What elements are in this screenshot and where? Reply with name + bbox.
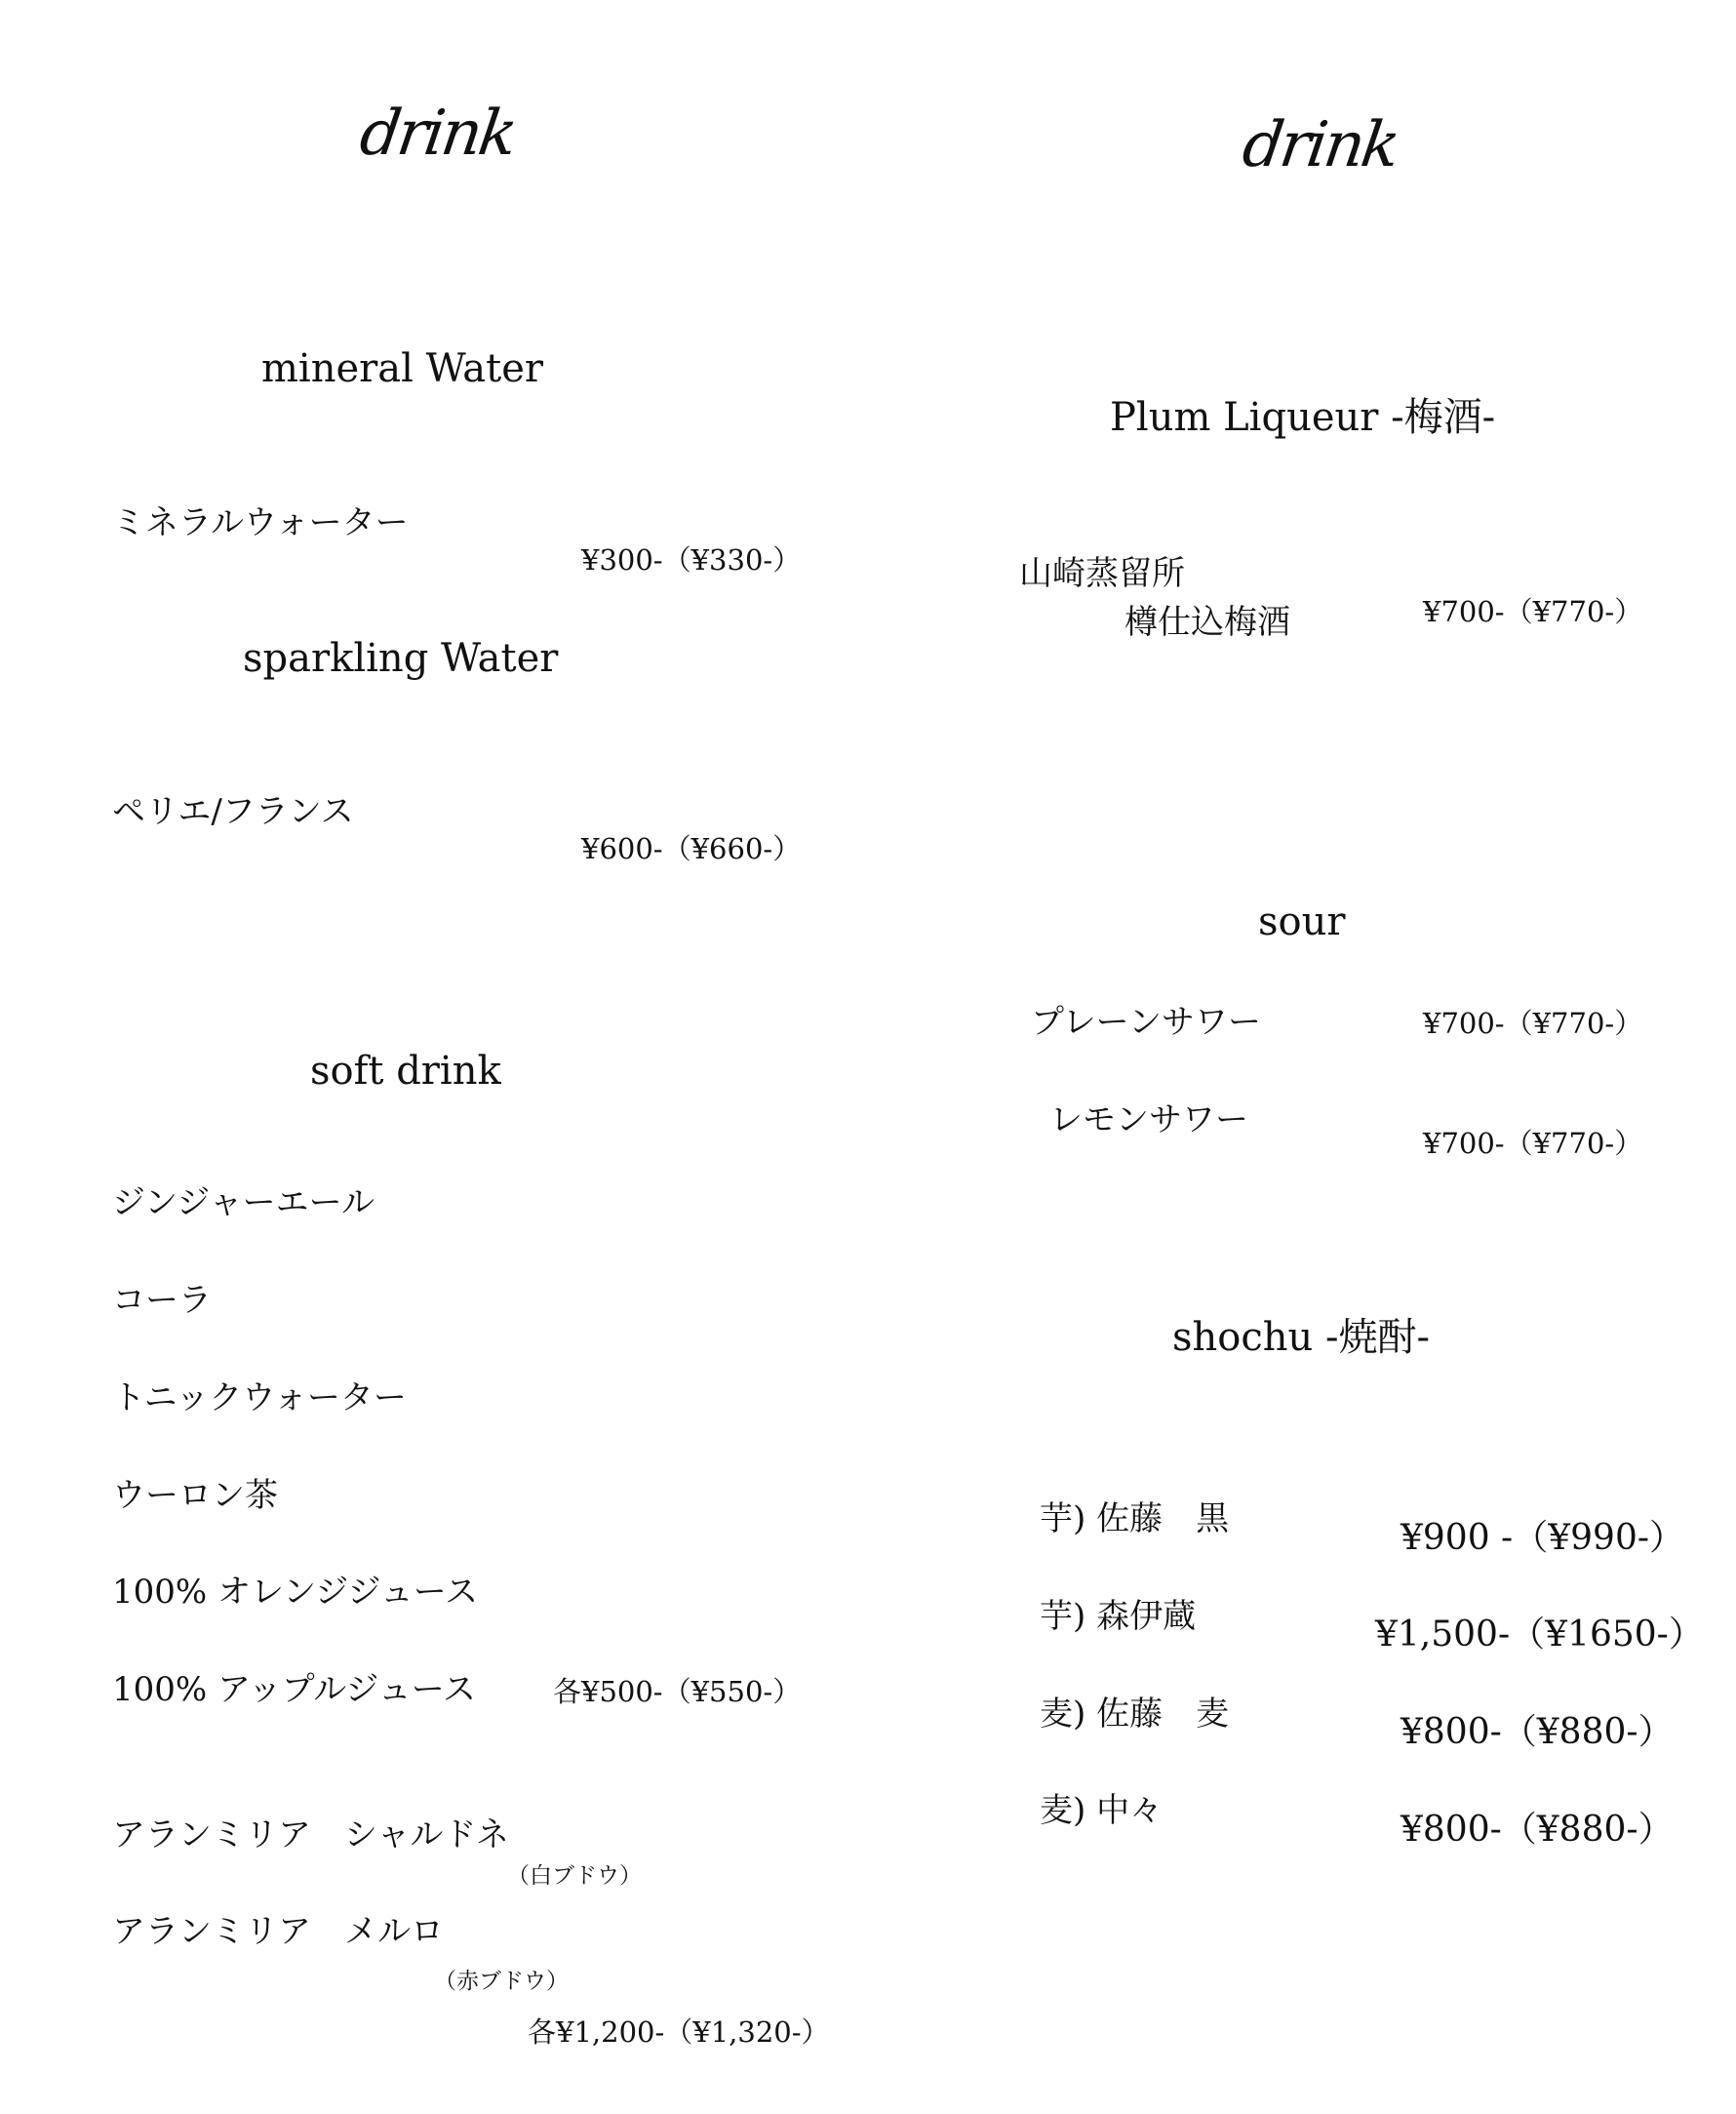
mineral-water-heading: mineral Water [261, 346, 543, 391]
shochu-heading: shochu -焼酎- [1172, 1315, 1431, 1360]
mineral-water-price: ¥300-（¥330-） [581, 543, 802, 577]
soft-drink-item: コーラ [112, 1281, 212, 1320]
left-drink-logo: drink [355, 98, 520, 170]
wine-item-chardonnay: アランミリア シャルドネ [112, 1815, 509, 1855]
soft-drink-heading: soft drink [310, 1049, 501, 1094]
right-drink-logo: drink [1238, 109, 1402, 181]
shochu-price: ¥800-（¥880-） [1401, 1810, 1674, 1850]
sour-item: レモンサワー [1049, 1100, 1248, 1139]
plum-liqueur-heading: Plum Liqueur -梅酒- [1110, 395, 1496, 440]
plum-item-line1: 山崎蒸留所 [1019, 554, 1185, 593]
wine-note-red: （赤ブドウ） [434, 1969, 569, 1994]
shochu-item: 芋) 森伊蔵 [1040, 1597, 1197, 1636]
sparkling-water-heading: sparkling Water [243, 636, 559, 681]
soft-drink-item: 100% オレンジジュース [112, 1573, 479, 1612]
wine-price: 各¥1,200-（¥1,320-） [528, 2015, 830, 2049]
mineral-water-item: ミネラルウォーター [112, 503, 409, 542]
soft-drink-item: トニックウォーター [112, 1378, 407, 1417]
shochu-price: ¥1,500-（¥1650-） [1375, 1615, 1704, 1655]
soft-drink-item: ウーロン茶 [112, 1476, 278, 1515]
shochu-price: ¥900 -（¥990-） [1401, 1518, 1685, 1558]
sour-heading: sour [1258, 899, 1346, 944]
soft-drink-price: 各¥500-（¥550-） [553, 1675, 802, 1708]
sour-item: プレーンサワー [1031, 1003, 1261, 1042]
shochu-item: 麦) 佐藤 麦 [1040, 1695, 1230, 1734]
wine-item-merlot: アランミリア メルロ [112, 1912, 444, 1951]
soft-drink-item: 100% アップルジュース [112, 1670, 477, 1709]
plum-item-line2: 樽仕込梅酒 [1124, 603, 1290, 642]
sour-price: ¥700-（¥770-） [1423, 1007, 1643, 1040]
soft-drink-item: ジンジャーエール [112, 1183, 375, 1222]
sour-price: ¥700-（¥770-） [1423, 1127, 1643, 1160]
shochu-price: ¥800-（¥880-） [1401, 1712, 1674, 1752]
sparkling-water-item: ペリエ/フランス [112, 792, 354, 831]
plum-price: ¥700-（¥770-） [1423, 595, 1643, 628]
shochu-item: 芋) 佐藤 黒 [1040, 1499, 1230, 1538]
sparkling-water-price: ¥600-（¥660-） [581, 832, 802, 865]
shochu-item: 麦) 中々 [1040, 1791, 1164, 1830]
wine-note-white: （白ブドウ） [507, 1863, 642, 1889]
